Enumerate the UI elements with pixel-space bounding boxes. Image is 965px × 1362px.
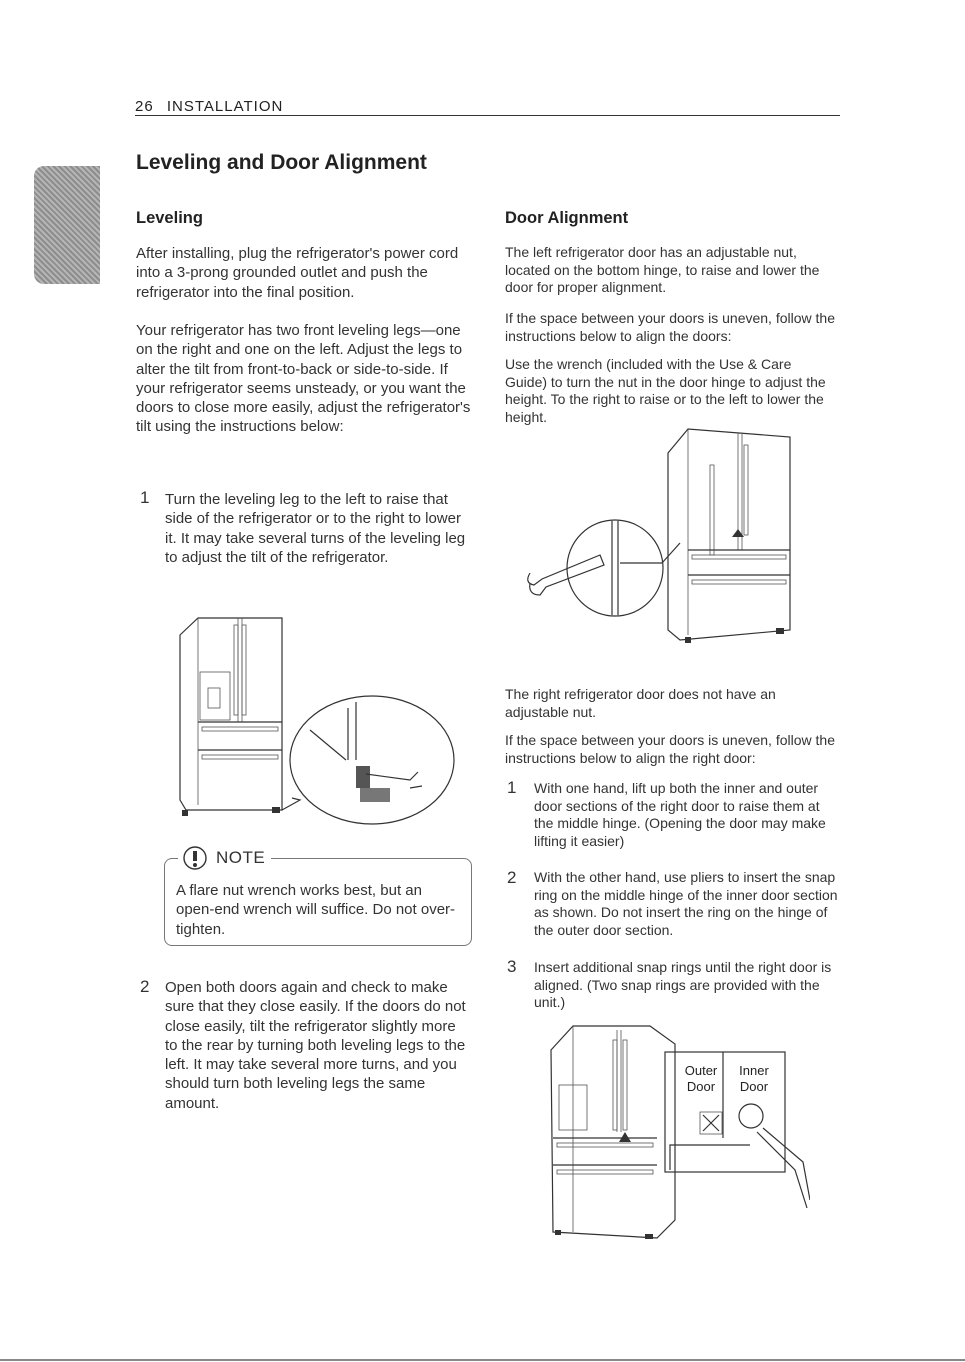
align-step-2-number: 2 — [507, 868, 517, 887]
language-tab-label: ENGLISH — [104, 183, 123, 267]
leveling-illustration — [160, 610, 460, 825]
door-alignment-para-3: Use the wrench (included with the Use & Care Guide) to turn the nut in the door hinge to adjust the height. To the right to raise or to the left to lower the height. — [505, 356, 826, 425]
refrigerator-drawing-2 — [668, 429, 790, 643]
leveling-para-1: After installing, plug the refrigerator's power cord into a 3-prong grounded outlet and push the refrigerator into the final position. — [136, 245, 459, 301]
page-header — [135, 98, 291, 115]
door-alignment-heading: Door Alignment — [505, 209, 629, 227]
leveling-step-1-number: 1 — [140, 488, 150, 507]
align-step-1-number: 1 — [507, 778, 517, 797]
leveling-step-2-text: Open both doors again and check to make sure that they close easily. If the doors do not close easily, tilt the refrigerator slightly more to the rear by turning both leveling legs to the left. It may take several more turns, and you should turn both leveling legs the same amount. — [165, 979, 466, 1112]
align-step-1-text: With one hand, lift up both the inner and outer door sections of the right door to raise them at the middle hinge. (Opening the door may make lifting it easier) — [534, 780, 826, 849]
door-alignment-para-1: The left refrigerator door has an adjustable nut, located on the bottom hinge, to raise and lower the door for proper alignment. — [505, 244, 820, 296]
note-text: A flare nut wrench works best, but an open-end wrench will suffice. Do not over-tighten. — [176, 882, 456, 938]
callout-outer-door-label: Outer Door — [684, 1063, 718, 1094]
callout-outer-door — [676, 1063, 726, 1095]
language-tab — [34, 166, 123, 284]
refrigerator-drawing-3 — [551, 1026, 675, 1239]
header-rule — [135, 115, 840, 116]
hinge-wrench-detail — [528, 520, 680, 616]
door-alignment-para-4: The right refrigerator door does not have an adjustable nut. — [505, 686, 776, 720]
align-step-2-text: With the other hand, use pliers to insert the snap ring on the middle hinge of the inner door section as shown. Do not insert the ring on the hinge of the outer door section. — [534, 869, 838, 938]
leveling-para-2: Your refrigerator has two front leveling legs—one on the right and one on the left. Adjust the legs to alter the tilt from front-to-back or side-to-side. If your refrigerator seems unsteady, or you want the doors to close more easily, adjust the refrigerator's tilt using the instructions below: — [136, 322, 471, 436]
door-alignment-illustration — [520, 425, 800, 650]
leveling-heading: Leveling — [136, 209, 203, 227]
leveling-leg-detail — [282, 696, 454, 824]
page-bottom-rule — [0, 1359, 965, 1361]
leveling-step-2-number: 2 — [140, 977, 150, 996]
callout-inner-door — [729, 1063, 779, 1095]
leveling-step-1-text: Turn the leveling leg to the left to raise that side of the refrigerator or to the right to lower it. It may take several turns of the leveling leg to adjust the tilt of the refrigerator. — [165, 491, 466, 566]
page-number: 26 — [135, 98, 154, 115]
door-alignment-para-2: If the space between your doors is uneven, follow the instructions below to align the doors: — [505, 310, 835, 344]
page-title: Leveling and Door Alignment — [136, 151, 427, 174]
snap-ring-illustration — [545, 1020, 810, 1245]
align-step-3-number: 3 — [507, 957, 517, 976]
note-header — [178, 845, 271, 871]
align-step-3-text: Insert additional snap rings until the right door is aligned. (Two snap rings are provided with the unit.) — [534, 959, 832, 1011]
section-label: INSTALLATION — [166, 98, 284, 115]
note-title: NOTE — [216, 848, 266, 867]
exclamation-icon — [182, 845, 208, 871]
refrigerator-drawing — [180, 618, 282, 816]
door-alignment-para-5: If the space between your doors is uneven, follow the instructions below to align the right door: — [505, 732, 835, 766]
callout-inner-door-label: Inner Door — [739, 1063, 769, 1094]
